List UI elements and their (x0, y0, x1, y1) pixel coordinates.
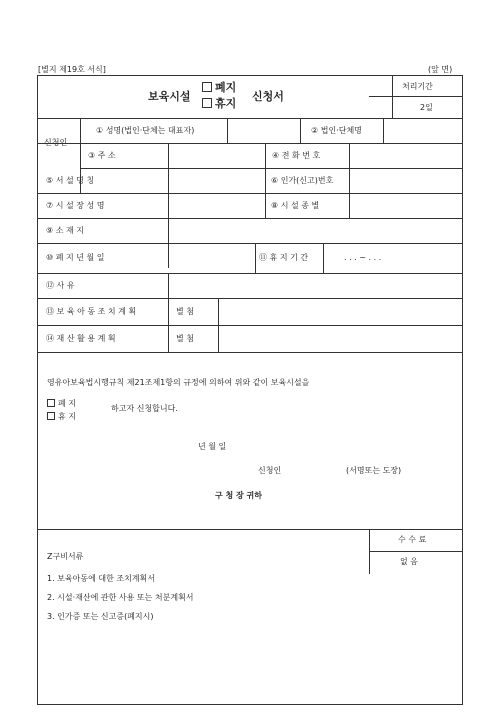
checkbox-icon (202, 82, 212, 92)
declare-closure-option[interactable]: 폐 지 (47, 399, 76, 408)
form-number: [별지 제19호 서식] (38, 65, 106, 74)
declaration-suffix: 하고자 신청합니다. (111, 404, 178, 413)
fee-value: 없 음 (400, 557, 418, 566)
form-title: 보육시설 (148, 90, 191, 103)
head-name-field[interactable] (169, 194, 264, 217)
required-doc-item: 3. 인가증 또는 신고증(폐지시) (47, 612, 154, 621)
permit-number-label: ⑥ 인가(신고)번호 (271, 176, 334, 185)
closure-date-field[interactable] (169, 244, 254, 272)
fee-label: 수 수 료 (398, 535, 427, 544)
signature-note[interactable]: (서명또는 도장) (346, 466, 402, 475)
name-field[interactable] (228, 119, 299, 142)
signer-label: 신청인 (258, 466, 282, 475)
phone-label: ④ 전 화 번 호 (272, 151, 321, 160)
closure-date-label: ⑩ 폐 지 년 월 일 (46, 253, 105, 262)
addressee: 구 청 장 귀하 (215, 491, 262, 500)
checkbox-icon (47, 412, 55, 420)
page-side-label: (앞 면) (428, 65, 453, 74)
corp-name-label: ② 법인·단체명 (311, 126, 362, 135)
closure-option[interactable]: 폐지 (202, 82, 236, 93)
reason-label: ⑫ 사 유 (46, 281, 75, 290)
declaration-text: 영유아보육법시행규칙 제21조제1항의 규정에 의하여 위와 같이 보육시설을 (47, 378, 310, 387)
required-doc-item: 1. 보육아동에 대한 조치계획서 (47, 574, 155, 583)
address-field[interactable] (169, 144, 264, 167)
facility-name-field[interactable] (169, 169, 264, 192)
asset-plan-label: ⑭ 재 산 활 용 계 획 (46, 334, 116, 343)
asset-plan-field[interactable] (219, 326, 462, 351)
address-label: ③ 주 소 (88, 151, 116, 160)
facility-type-label: ⑧ 시 설 종 별 (271, 201, 320, 210)
processing-value: 2일 (420, 103, 433, 112)
declare-suspend-option[interactable]: 휴 지 (47, 412, 76, 421)
checkbox-icon (202, 98, 212, 108)
reason-field[interactable] (169, 274, 462, 297)
application-date[interactable]: 년 월 일 (198, 442, 227, 451)
suspend-period-label: ⑪ 휴 지 기 간 (259, 253, 309, 262)
suspend-period-field[interactable]: . . . ~ . . . (344, 253, 382, 262)
required-docs-heading: Z구비서류 (47, 552, 84, 561)
form-title-suffix: 신청서 (252, 90, 284, 103)
location-label: ⑨ 소 재 지 (46, 226, 84, 235)
applicant-label: 신청인 (44, 138, 68, 147)
child-plan-label: ⑬ 보 육 아 동 조 치 계 획 (46, 307, 137, 316)
corp-name-field[interactable] (384, 119, 462, 142)
head-name-label: ⑦ 시 설 장 성 명 (46, 201, 105, 210)
facility-name-label: ⑤ 서 설 명 칭 (46, 176, 95, 185)
required-doc-item: 2. 시설·재산에 관한 사용 또는 처분계획서 (47, 593, 194, 602)
processing-label: 처리기간 (402, 82, 433, 91)
asset-plan-attachment: 별 첨 (176, 334, 194, 343)
child-plan-field[interactable] (219, 299, 462, 324)
name-label: ① 성명(법인·단체는 대표자) (96, 126, 195, 135)
facility-type-field[interactable] (350, 194, 462, 217)
phone-field[interactable] (350, 144, 462, 167)
child-plan-attachment: 별 첨 (176, 307, 194, 316)
checkbox-icon (47, 399, 55, 407)
suspend-option[interactable]: 휴지 (202, 98, 236, 109)
permit-number-field[interactable] (350, 169, 462, 192)
location-field[interactable] (169, 219, 462, 242)
